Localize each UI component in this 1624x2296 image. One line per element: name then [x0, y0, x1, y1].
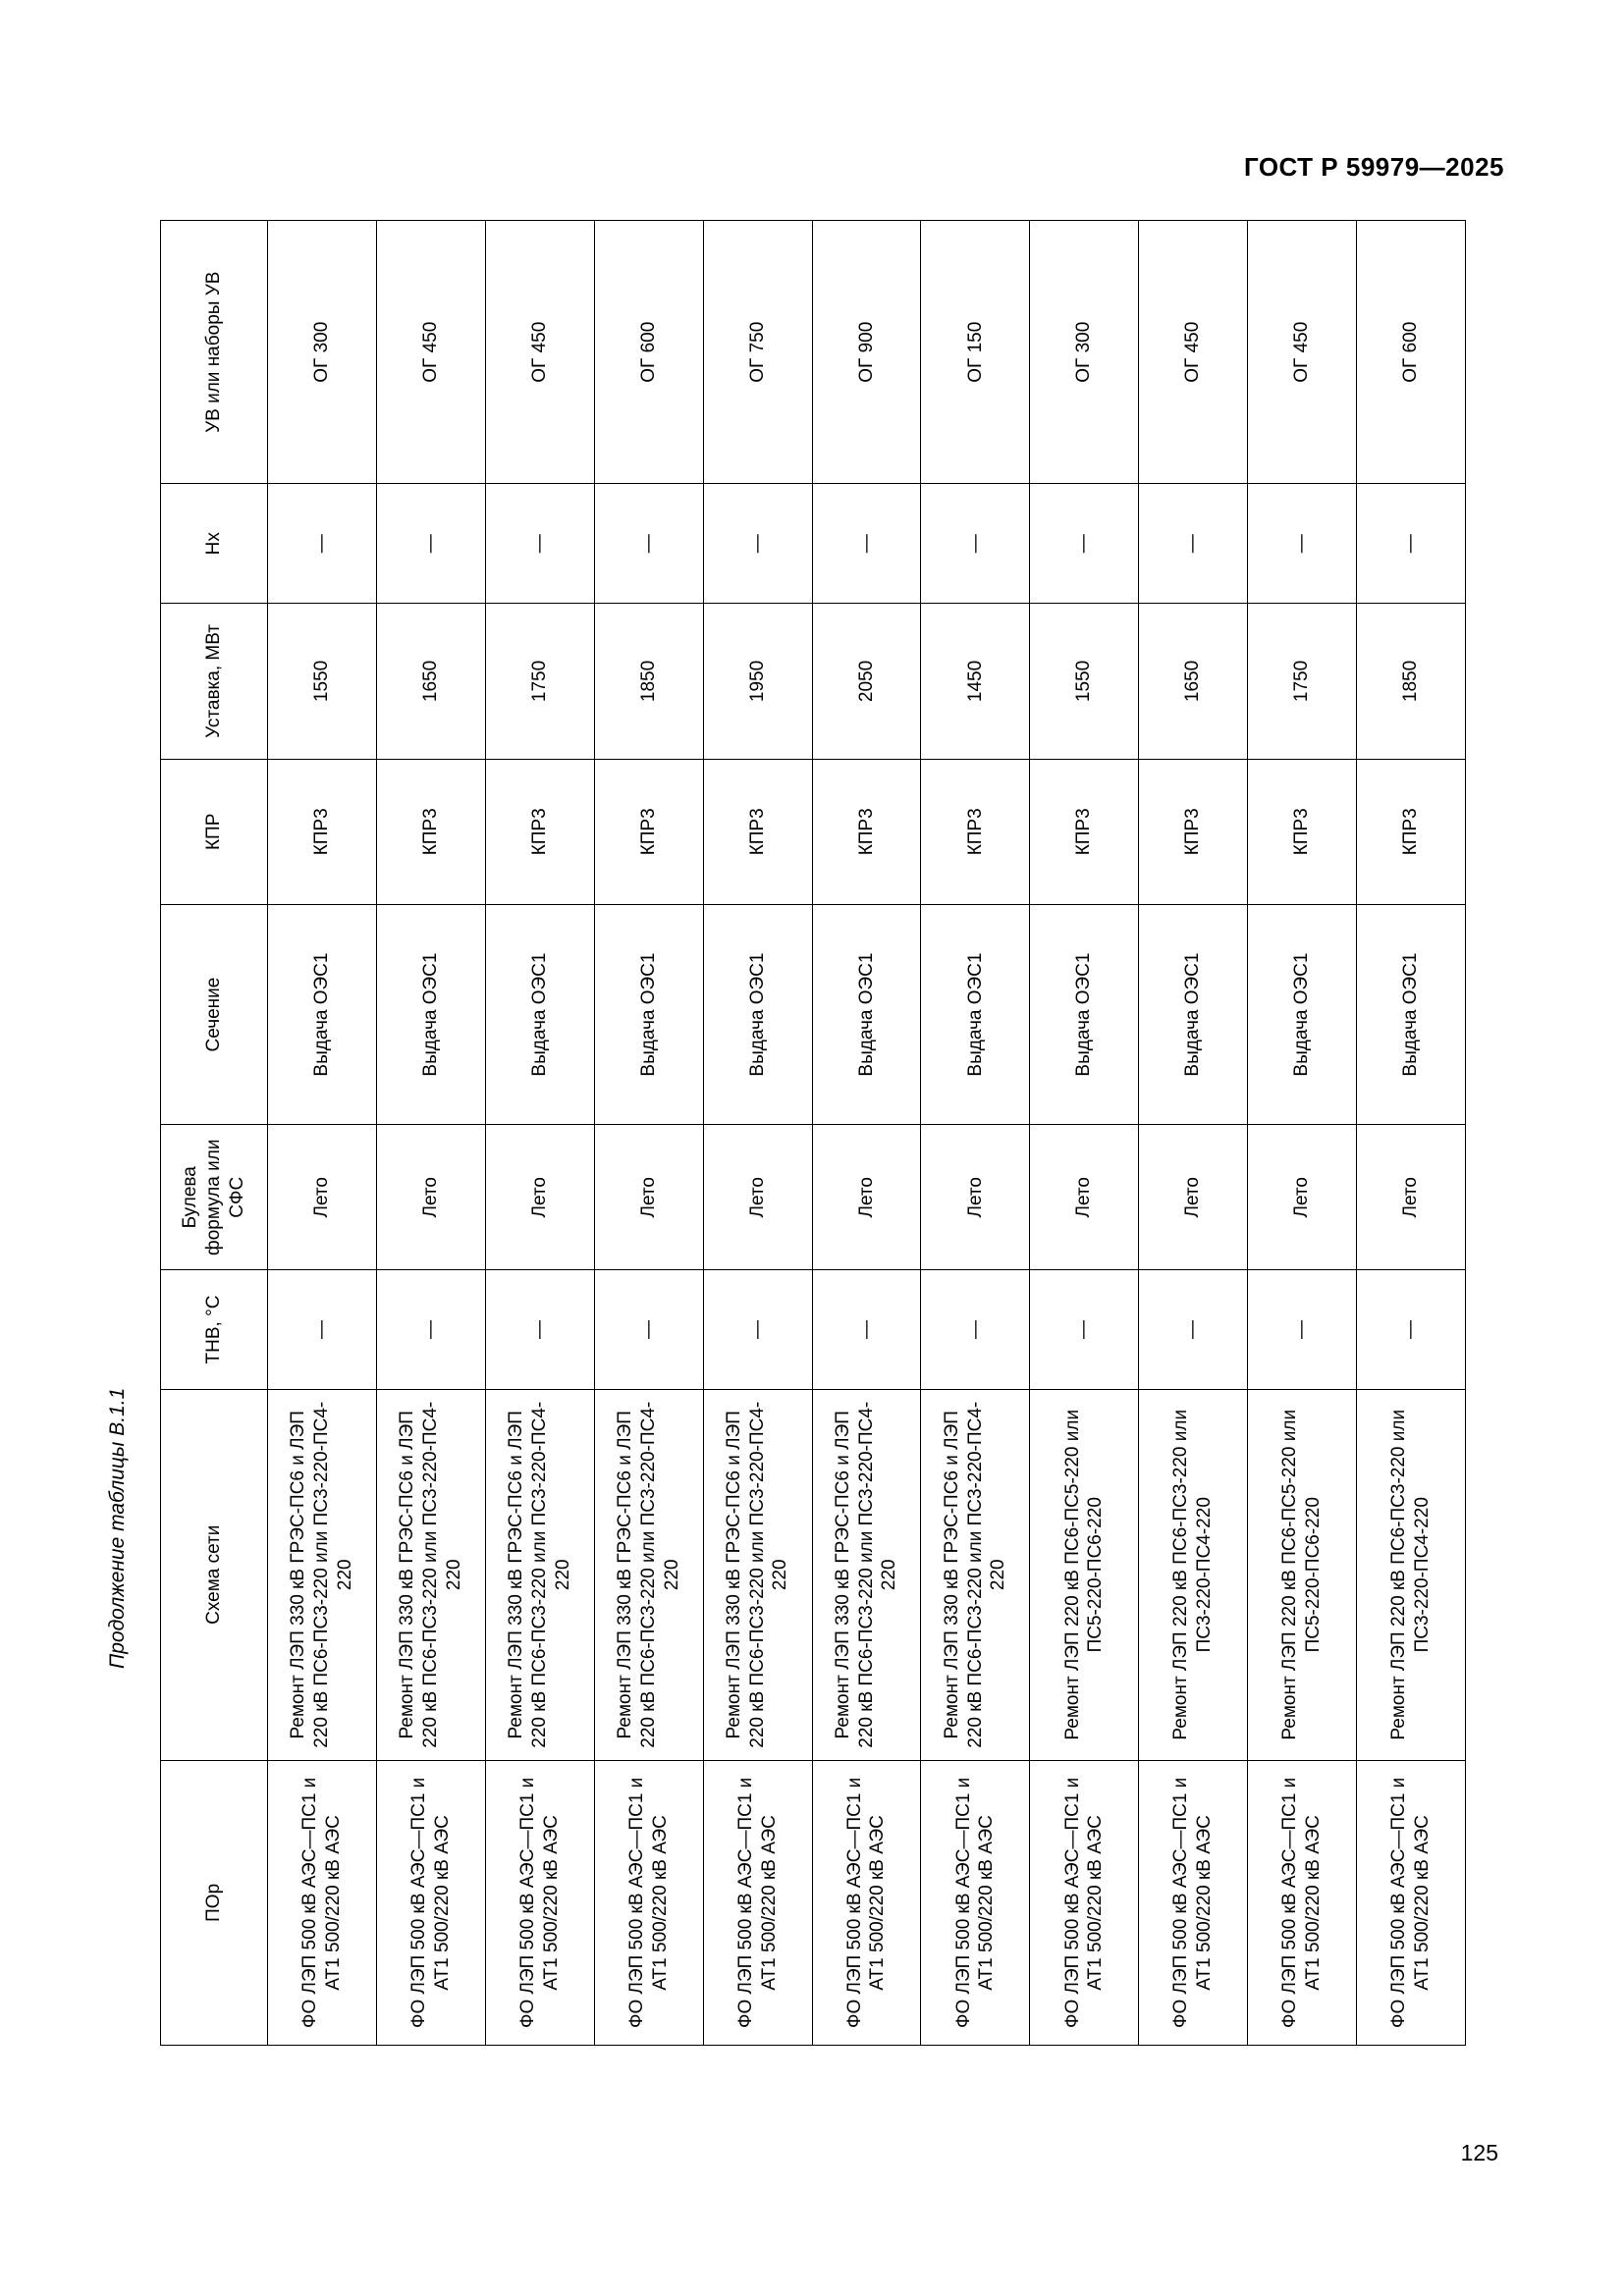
cell-section: Выдача ОЭС1 [1248, 904, 1357, 1125]
table-row [1357, 221, 1466, 2046]
cell-bool: Лето [1139, 1125, 1248, 1270]
cell-tnv: — [1248, 1270, 1357, 1390]
column-header-kpr: КПР [161, 759, 268, 904]
cell-tnv: — [703, 1270, 812, 1390]
cell-setpoint: 1850 [1357, 604, 1466, 760]
parameters-table [160, 220, 1466, 2046]
cell-uv: ОГ 150 [921, 221, 1030, 484]
cell-uv: ОГ 300 [1030, 221, 1139, 484]
table-row [485, 221, 594, 2046]
cell-scheme: Ремонт ЛЭП 330 кВ ГРЭС-ПС6 и ЛЭП 220 кВ ПС6-ПС3-220 или ПС3-220-ПС4-220 [921, 1389, 1030, 1760]
cell-bool: Лето [594, 1125, 703, 1270]
cell-hx: — [376, 484, 485, 604]
cell-scheme: Ремонт ЛЭП 330 кВ ГРЭС-ПС6 и ЛЭП 220 кВ ПС6-ПС3-220 или ПС3-220-ПС4-220 [594, 1389, 703, 1760]
cell-scheme: Ремонт ЛЭП 220 кВ ПС6-ПС3-220 или ПС3-220-ПС4-220 [1357, 1389, 1466, 1760]
cell-hx: — [812, 484, 921, 604]
cell-kpr: КПР3 [1139, 759, 1248, 904]
cell-hx: — [1357, 484, 1466, 604]
cell-uv: ОГ 450 [1248, 221, 1357, 484]
cell-kpr: КПР3 [921, 759, 1030, 904]
cell-kpr: КПР3 [812, 759, 921, 904]
cell-setpoint: 1450 [921, 604, 1030, 760]
cell-uv: ОГ 450 [485, 221, 594, 484]
cell-tnv: — [1357, 1270, 1466, 1390]
cell-section: Выдача ОЭС1 [268, 904, 377, 1125]
cell-uv: ОГ 900 [812, 221, 921, 484]
cell-section: Выдача ОЭС1 [921, 904, 1030, 1125]
table-header-row [161, 221, 268, 2046]
cell-por: ФО ЛЭП 500 кВ АЭС—ПС1 и АТ1 500/220 кВ АЭС [376, 1760, 485, 2045]
cell-por: ФО ЛЭП 500 кВ АЭС—ПС1 и АТ1 500/220 кВ АЭС [1357, 1760, 1466, 2045]
cell-kpr: КПР3 [703, 759, 812, 904]
table-row [1139, 221, 1248, 2046]
cell-hx: — [1248, 484, 1357, 604]
cell-kpr: КПР3 [1357, 759, 1466, 904]
cell-por: ФО ЛЭП 500 кВ АЭС—ПС1 и АТ1 500/220 кВ АЭС [1139, 1760, 1248, 2045]
cell-bool: Лето [485, 1125, 594, 1270]
cell-bool: Лето [1248, 1125, 1357, 1270]
cell-section: Выдача ОЭС1 [703, 904, 812, 1125]
cell-hx: — [594, 484, 703, 604]
page-number: 125 [1460, 2140, 1498, 2165]
column-header-boolean-formula: Булева формула или СФС [161, 1125, 268, 1270]
cell-uv: ОГ 600 [594, 221, 703, 484]
cell-scheme: Ремонт ЛЭП 330 кВ ГРЭС-ПС6 и ЛЭП 220 кВ ПС6-ПС3-220 или ПС3-220-ПС4-220 [376, 1389, 485, 1760]
cell-kpr: КПР3 [1030, 759, 1139, 904]
cell-section: Выдача ОЭС1 [1030, 904, 1139, 1125]
cell-setpoint: 1550 [1030, 604, 1139, 760]
cell-bool: Лето [703, 1125, 812, 1270]
cell-tnv: — [812, 1270, 921, 1390]
column-header-por: ПОр [161, 1760, 268, 2045]
cell-section: Выдача ОЭС1 [1139, 904, 1248, 1125]
cell-setpoint: 1550 [268, 604, 377, 760]
cell-por: ФО ЛЭП 500 кВ АЭС—ПС1 и АТ1 500/220 кВ АЭС [485, 1760, 594, 2045]
cell-uv: ОГ 750 [703, 221, 812, 484]
cell-bool: Лето [268, 1125, 377, 1270]
table-caption: Продолжение таблицы В.1.1 [106, 1387, 129, 1669]
table-row [1248, 221, 1357, 2046]
rotated-table-container [160, 220, 1466, 2046]
cell-tnv: — [1139, 1270, 1248, 1390]
cell-section: Выдача ОЭС1 [1357, 904, 1466, 1125]
cell-hx: — [1030, 484, 1139, 604]
cell-setpoint: 1850 [594, 604, 703, 760]
cell-bool: Лето [812, 1125, 921, 1270]
table-row [921, 221, 1030, 2046]
column-header-scheme: Схема сети [161, 1389, 268, 1760]
cell-por: ФО ЛЭП 500 кВ АЭС—ПС1 и АТ1 500/220 кВ АЭС [921, 1760, 1030, 2045]
table-row [268, 221, 377, 2046]
cell-kpr: КПР3 [268, 759, 377, 904]
cell-tnv: — [921, 1270, 1030, 1390]
cell-hx: — [1139, 484, 1248, 604]
cell-setpoint: 1750 [485, 604, 594, 760]
cell-kpr: КПР3 [594, 759, 703, 904]
cell-uv: ОГ 450 [376, 221, 485, 484]
cell-setpoint: 1950 [703, 604, 812, 760]
cell-kpr: КПР3 [376, 759, 485, 904]
column-header-section: Сечение [161, 904, 268, 1125]
cell-scheme: Ремонт ЛЭП 330 кВ ГРЭС-ПС6 и ЛЭП 220 кВ ПС6-ПС3-220 или ПС3-220-ПС4-220 [268, 1389, 377, 1760]
cell-por: ФО ЛЭП 500 кВ АЭС—ПС1 и АТ1 500/220 кВ АЭС [268, 1760, 377, 2045]
cell-section: Выдача ОЭС1 [812, 904, 921, 1125]
cell-section: Выдача ОЭС1 [376, 904, 485, 1125]
table-row [376, 221, 485, 2046]
table-row [812, 221, 921, 2046]
cell-kpr: КПР3 [1248, 759, 1357, 904]
cell-scheme: Ремонт ЛЭП 330 кВ ГРЭС-ПС6 и ЛЭП 220 кВ ПС6-ПС3-220 или ПС3-220-ПС4-220 [485, 1389, 594, 1760]
cell-scheme: Ремонт ЛЭП 220 кВ ПС6-ПС5-220 или ПС5-220-ПС6-220 [1248, 1389, 1357, 1760]
cell-tnv: — [485, 1270, 594, 1390]
cell-hx: — [703, 484, 812, 604]
table-header [161, 221, 268, 2046]
table-row [594, 221, 703, 2046]
cell-tnv: — [1030, 1270, 1139, 1390]
cell-bool: Лето [1030, 1125, 1139, 1270]
cell-setpoint: 1650 [1139, 604, 1248, 760]
cell-bool: Лето [1357, 1125, 1466, 1270]
cell-setpoint: 1750 [1248, 604, 1357, 760]
cell-section: Выдача ОЭС1 [485, 904, 594, 1125]
cell-setpoint: 2050 [812, 604, 921, 760]
cell-kpr: КПР3 [485, 759, 594, 904]
cell-por: ФО ЛЭП 500 кВ АЭС—ПС1 и АТ1 500/220 кВ АЭС [1248, 1760, 1357, 2045]
table-row [703, 221, 812, 2046]
cell-tnv: — [268, 1270, 377, 1390]
cell-por: ФО ЛЭП 500 кВ АЭС—ПС1 и АТ1 500/220 кВ АЭС [812, 1760, 921, 2045]
cell-uv: ОГ 450 [1139, 221, 1248, 484]
cell-por: ФО ЛЭП 500 кВ АЭС—ПС1 и АТ1 500/220 кВ АЭС [703, 1760, 812, 2045]
cell-uv: ОГ 300 [268, 221, 377, 484]
cell-tnv: — [376, 1270, 485, 1390]
cell-hx: — [268, 484, 377, 604]
cell-hx: — [485, 484, 594, 604]
cell-setpoint: 1650 [376, 604, 485, 760]
standard-header: ГОСТ Р 59979—2025 [1243, 152, 1504, 182]
cell-scheme: Ремонт ЛЭП 220 кВ ПС6-ПС3-220 или ПС3-220-ПС4-220 [1139, 1389, 1248, 1760]
cell-tnv: — [594, 1270, 703, 1390]
cell-bool: Лето [921, 1125, 1030, 1270]
column-header-tnv: ТНВ, °С [161, 1270, 268, 1390]
cell-uv: ОГ 600 [1357, 221, 1466, 484]
column-header-uv: УВ или наборы УВ [161, 221, 268, 484]
column-header-setpoint: Уставка, МВт [161, 604, 268, 760]
cell-por: ФО ЛЭП 500 кВ АЭС—ПС1 и АТ1 500/220 кВ АЭС [1030, 1760, 1139, 2045]
cell-scheme: Ремонт ЛЭП 220 кВ ПС6-ПС5-220 или ПС5-220-ПС6-220 [1030, 1389, 1139, 1760]
cell-section: Выдача ОЭС1 [594, 904, 703, 1125]
table-row [1030, 221, 1139, 2046]
cell-bool: Лето [376, 1125, 485, 1270]
cell-scheme: Ремонт ЛЭП 330 кВ ГРЭС-ПС6 и ЛЭП 220 кВ ПС6-ПС3-220 или ПС3-220-ПС4-220 [812, 1389, 921, 1760]
cell-hx: — [921, 484, 1030, 604]
column-header-hx: Нх [161, 484, 268, 604]
table-body [268, 221, 1466, 2046]
cell-por: ФО ЛЭП 500 кВ АЭС—ПС1 и АТ1 500/220 кВ АЭС [594, 1760, 703, 2045]
cell-scheme: Ремонт ЛЭП 330 кВ ГРЭС-ПС6 и ЛЭП 220 кВ ПС6-ПС3-220 или ПС3-220-ПС4-220 [703, 1389, 812, 1760]
